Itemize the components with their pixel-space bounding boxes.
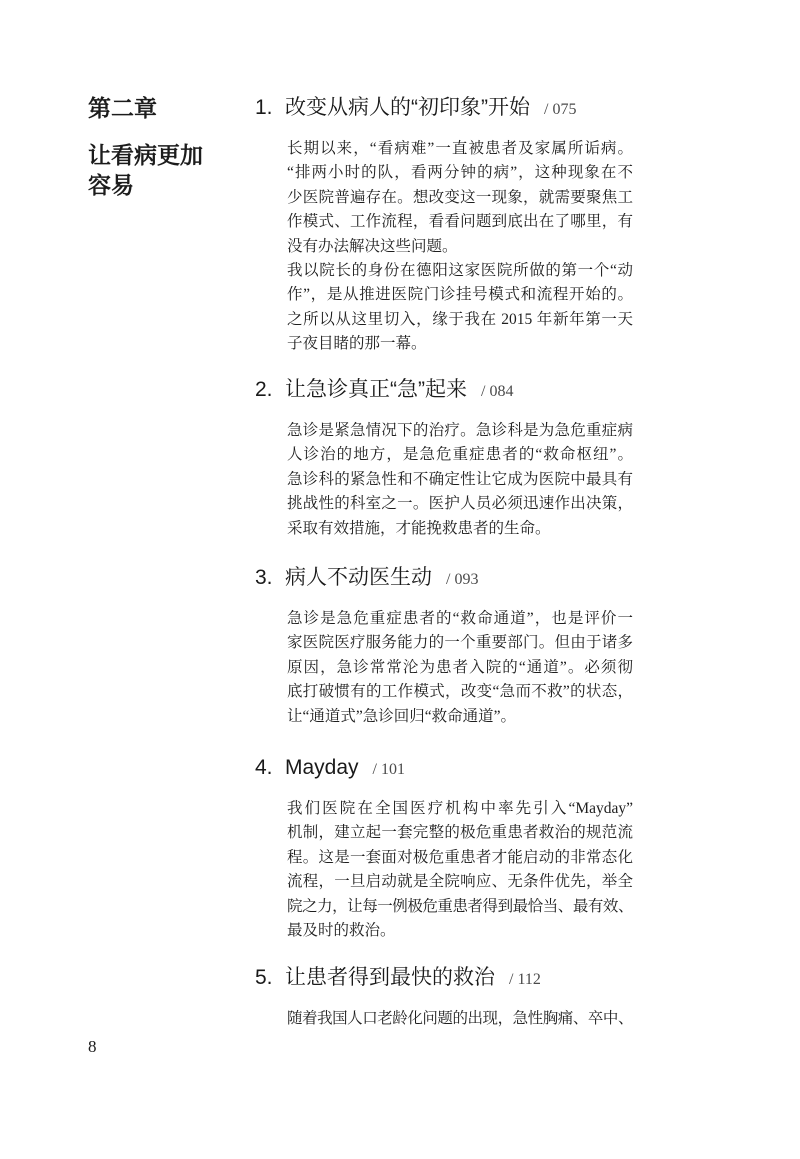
summary-line: 流程，一旦启动就是全院响应、无条件优先，举全: [287, 873, 633, 891]
summary-line: 原因，急诊常常沦为患者入院的“通道”。必须彻: [287, 658, 633, 676]
toc-entry: [255, 754, 645, 943]
toc-entry-title: 让急诊真正“急”起来: [285, 378, 467, 401]
summary-line: 采取有效措施，才能挽救患者的生命。: [287, 519, 551, 537]
summary-line: 让“通道式”急诊回归“救命通道”。: [287, 707, 517, 725]
summary-line: 作模式、工作流程，看看问题到底出在了哪里，有: [287, 213, 633, 231]
toc-entry-heading[interactable]: [255, 754, 645, 782]
summary-line: 家医院医疗服务能力的一个重要部门。但由于诸多: [287, 634, 633, 652]
toc-entry-page-ref: / 075: [544, 101, 577, 118]
toc-entry-summary: [287, 137, 633, 357]
summary-line: “排两小时的队，看两分钟的病”，这种现象在不: [287, 164, 633, 182]
toc-entry-number: 1.: [255, 96, 273, 119]
toc-entry: [255, 94, 645, 357]
summary-line: 急诊科的紧急性和不确定性让它成为医院中最具有: [287, 470, 633, 488]
toc-entry-heading[interactable]: [255, 94, 645, 122]
chapter-label: 第二章: [88, 95, 157, 121]
toc-entry-heading[interactable]: [255, 564, 645, 592]
toc-entry: [255, 964, 645, 1031]
toc-entry-summary: [287, 419, 633, 541]
toc-entry-summary: [287, 1007, 633, 1031]
toc-entry-number: 4.: [255, 756, 273, 779]
toc-entry-number: 2.: [255, 378, 273, 401]
toc-entry-page-ref: / 101: [372, 761, 405, 778]
toc-entry-title: 病人不动医生动: [285, 566, 432, 589]
toc-entry-summary: [287, 797, 633, 943]
toc-entry-number: 3.: [255, 566, 273, 589]
summary-line: 我以院长的身份在德阳这家医院所做的第一个“动: [287, 262, 633, 280]
toc-entry-heading[interactable]: [255, 964, 645, 992]
summary-line: 挑战性的科室之一。医护人员必须迅速作出决策，: [287, 495, 633, 513]
summary-line: 最及时的救治。: [287, 922, 396, 940]
summary-line: 机制，建立起一套完整的极危重患者救治的规范流: [287, 824, 633, 842]
summary-line: 我们医院在全国医疗机构中率先引入“Mayday”: [287, 800, 633, 817]
toc-entry-page-ref: / 112: [509, 971, 541, 988]
toc-entry-title: Mayday: [285, 756, 359, 779]
summary-line: 没有办法解决这些问题。: [287, 237, 458, 255]
toc-entry: [255, 564, 645, 729]
toc-entry-page-ref: / 084: [481, 383, 514, 400]
summary-line: 长期以来，“看病难”一直被患者及家属所诟病。: [287, 140, 633, 157]
page-number: 8: [88, 1037, 97, 1056]
summary-line: 急诊是急危重症患者的“救命通道”，也是评价一: [287, 610, 633, 627]
chapter-title-line: 让看病更加: [88, 142, 203, 168]
summary-line: 随着我国人口老龄化问题的出现，急性胸痛、卒中、: [287, 1010, 633, 1027]
summary-line: 少医院普遍存在。想改变这一现象，就需要聚焦工: [287, 188, 633, 206]
toc-entry: [255, 376, 645, 541]
toc-entry-heading[interactable]: [255, 376, 645, 404]
toc-entry-title: 让患者得到最快的救治: [285, 966, 495, 989]
toc-entry-page-ref: / 093: [446, 571, 479, 588]
toc-entry-summary: [287, 607, 633, 729]
chapter-title-line: 容易: [88, 172, 134, 198]
summary-line: 子夜目睹的那一幕。: [287, 335, 427, 353]
summary-line: 程。这是一套面对极危重患者才能启动的非常态化: [287, 848, 633, 866]
toc-entry-title: 改变从病人的“初印象”开始: [285, 96, 530, 119]
summary-line: 人诊治的地方，是急危重症患者的“救命枢纽”。: [287, 446, 633, 464]
toc-entry-number: 5.: [255, 966, 273, 989]
summary-line: 院之力，让每一例极危重患者得到最恰当、最有效、: [287, 897, 633, 915]
chapter-title: [88, 140, 203, 200]
summary-line: 之所以从这里切入，缘于我在 2015 年新年第一天: [287, 310, 633, 328]
summary-line: 底打破惯有的工作模式，改变“急而不救”的状态，: [287, 683, 633, 701]
summary-line: 作”，是从推进医院门诊挂号模式和流程开始的。: [287, 286, 633, 304]
summary-line: 急诊是紧急情况下的治疗。急诊科是为急危重症病: [287, 422, 633, 439]
